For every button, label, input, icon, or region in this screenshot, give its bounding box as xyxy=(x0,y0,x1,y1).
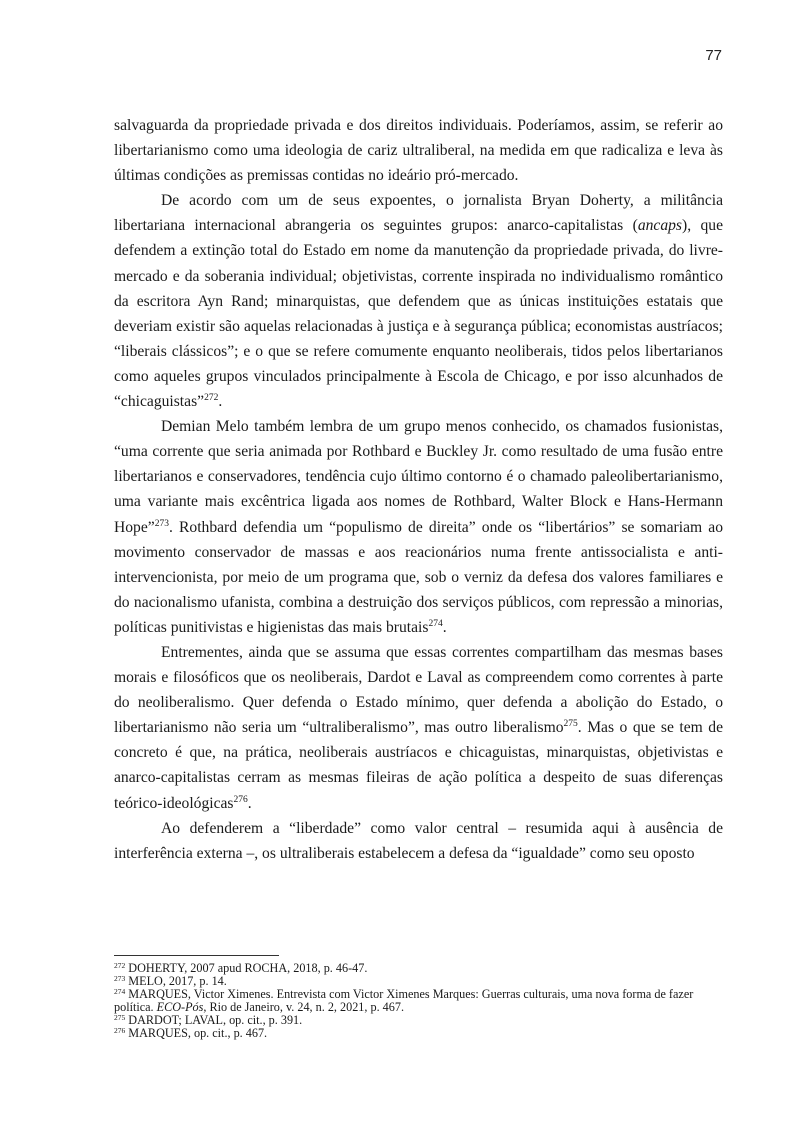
footnote-number: 276 xyxy=(114,1026,126,1035)
footnote-ref: 273 xyxy=(154,518,169,529)
text-run: , Rio de Janeiro, v. 24, n. 2, 2021, p. 467. xyxy=(203,1000,404,1014)
text-run: . Mas o que se tem de concreto é que, na prática, neoliberais austríacos e chicaguistas, minarquistas, objetivistas e anarco-capitalistas cerram as mesmas fileiras de ação política a despeito de suas diferenças teórico-ideológicas xyxy=(114,719,724,812)
paragraph xyxy=(114,188,723,414)
footnote xyxy=(114,1027,723,1040)
text-run: . Rothbard defendia um “populismo de direita” onde os “libertários” se somariam ao movimento conservador de massas e aos reacionários numa frente antissocialista e anti-intervencionista, por meio de um programa que, sob o verniz da defesa dos valores familiares e do nacionalismo ufanista, combina a destruição dos serviços públicos, com repressão a minorias, políticas punitivistas e higienistas das mais brutais xyxy=(114,518,723,636)
text-run: MARQUES, op. cit., p. 467. xyxy=(125,1026,268,1040)
footnote-number: 273 xyxy=(114,974,126,983)
text-run: . xyxy=(218,393,223,411)
text-run: DARDOT; LAVAL, op. cit., p. 391. xyxy=(125,1013,303,1027)
text-run: Entrementes, ainda que se assuma que essas correntes compartilham das mesmas bases morais e filosóficos que os neoliberais, Dardot e Laval as compreendem como correntes à parte do neoliberalismo. Quer defenda o Estado mínimo, quer defenda a abolição do Estado, o libertarianismo não seria um “ultraliberalismo”, mas outro liberalismo xyxy=(114,643,723,737)
footnote-number: 272 xyxy=(114,961,126,970)
paragraph xyxy=(114,816,723,866)
footnote-separator xyxy=(114,955,279,956)
text-run: MELO, 2017, p. 14. xyxy=(125,974,227,988)
italic-text: ancaps xyxy=(637,217,682,235)
footnote-ref: 274 xyxy=(428,618,443,629)
paragraph xyxy=(114,414,723,640)
footnote-number: 274 xyxy=(114,987,126,996)
paragraph xyxy=(114,113,723,188)
page-number: 77 xyxy=(705,47,722,64)
footnote-number: 275 xyxy=(114,1013,126,1022)
text-run: ), que defendem a extinção total do Estado em nome da manutenção da propriedade privada, do livre-mercado e da soberania individual; objetivistas, corrente inspirada no individualismo romântico da escritora Ayn Rand; minarquistas, que defendem que as únicas instituições estatais que deveriam existir são aquelas relacionadas à justiça e à segurança pública; economistas austríacos; “liberais clássicos”; e o que se refere comumente enquanto neoliberais, tidos pelos libertarianos como aqueles grupos vinculados principalmente à Escola de Chicago, e por isso alcunhados de “chicaguistas” xyxy=(114,217,723,411)
paragraph xyxy=(114,640,723,816)
body-text xyxy=(114,113,723,866)
text-run: De acordo com um de seus expoentes, o jornalista Bryan Doherty, a militância libertariana internacional abrangeria os seguintes grupos: anarco-capitalistas ( xyxy=(114,192,723,235)
footnote-ref: 276 xyxy=(233,794,248,805)
text-run: Ao defenderem a “liberdade” como valor central – resumida aqui à ausência de interferência externa –, os ultraliberais estabelecem a defesa da “igualdade” como seu oposto xyxy=(114,819,723,862)
footnote xyxy=(114,988,723,1014)
text-run: DOHERTY, 2007 apud ROCHA, 2018, p. 46-47. xyxy=(125,961,368,975)
italic-text: ECO-Pós xyxy=(156,1000,204,1014)
text-run: . xyxy=(442,618,447,636)
footnote-ref: 275 xyxy=(563,719,578,730)
text-run: . xyxy=(247,794,252,812)
footnotes xyxy=(114,962,723,1040)
text-run: salvaguarda da propriedade privada e dos direitos individuais. Poderíamos, assim, se referir ao libertarianismo como uma ideologia de cariz ultraliberal, na medida em que radicaliza e leva às últimas condições as premissas contidas no ideário pró-mercado. xyxy=(114,117,723,185)
text-run: Demian Melo também lembra de um grupo menos conhecido, os chamados fusionistas, “uma corrente que seria animada por Rothbard e Buckley Jr. como resultado de uma fusão entre libertarianos e conservadores, tendência cujo último contorno é o chamado paleolibertarianismo, uma variante mais excêntrica ligada aos nomes de Rothbard, Walter Block e Hans-Hermann Hope” xyxy=(114,418,723,536)
footnote-ref: 272 xyxy=(204,393,219,404)
text-run: MARQUES, Victor Ximenes. Entrevista com Victor Ximenes Marques: Guerras culturais, uma nova forma de fazer política. xyxy=(114,987,694,1014)
